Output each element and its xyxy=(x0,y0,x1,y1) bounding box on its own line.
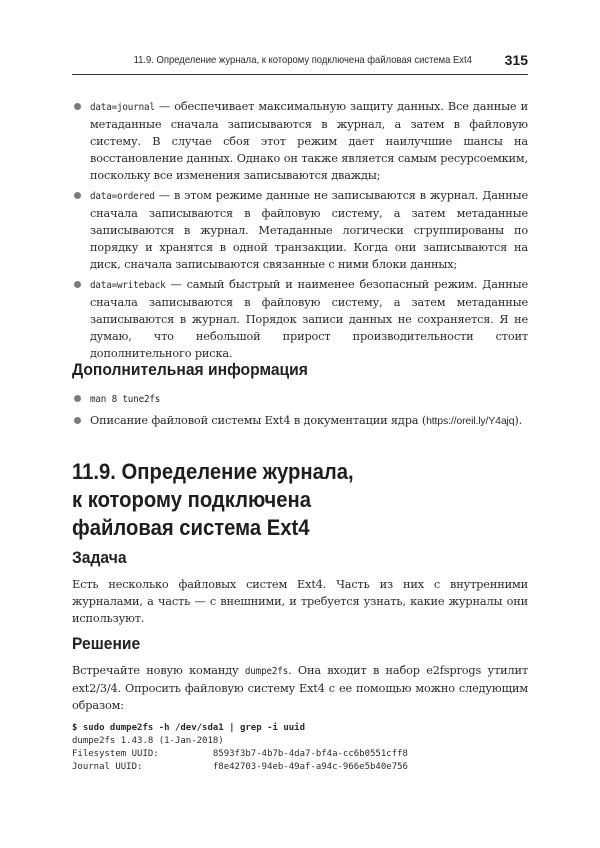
doc-tail: ). xyxy=(514,414,523,427)
solution-heading: Решение xyxy=(72,634,141,653)
doc-text: Описание файловой системы Ext4 в документации ядра ( xyxy=(90,414,427,427)
section-title xyxy=(72,458,354,542)
mode-description: — обеспечивает максимальную защиту данных. Все данные и метаданные сначала записываются в журнал, а затем в файловую систему. В случае сбоя этот режим дает наилучшие шансы на восстановление данных. Однако он также является самым ресурсоемким, поскольку все изменения записываются дважды; xyxy=(90,100,528,182)
section-title-line: к которому подключена xyxy=(72,487,312,512)
journal-modes-list xyxy=(72,98,528,362)
list-item xyxy=(72,412,528,430)
mode-code: data=ordered xyxy=(90,191,155,202)
list-item xyxy=(72,390,528,408)
code-command: $ sudo dumpe2fs -h /dev/sda1 | grep -i uuid xyxy=(72,723,305,733)
doc-link[interactable]: https://oreil.ly/Y4ajq xyxy=(426,415,515,427)
section-title-line: 11.9. Определение журнала, xyxy=(72,459,354,484)
bullet-icon xyxy=(74,192,81,199)
mode-description: — в этом режиме данные не записываются в журнал. Данные сначала записываются в файловую систему, а затем метаданные записываются в журнал. Метаданные логически сгруппированы по порядку и хранятся в одной транзакции. Когда они записываются на диск, сначала записываются связанные с ними блоки данных; xyxy=(90,189,528,271)
task-heading: Задача xyxy=(72,548,127,567)
more-info-list xyxy=(72,390,528,430)
solution-text: Встречайте новую команду xyxy=(72,664,245,677)
bullet-icon xyxy=(74,103,81,110)
running-header xyxy=(72,52,528,75)
bullet-icon xyxy=(74,281,81,288)
mode-description: — самый быстрый и наименее безопасный режим. Данные сначала записываются в файловую систему, а затем метаданные записываются в журнал. Порядок записи данных не сохраняется. Я не думаю, что небольшой прирост производительности стоит дополнительного риска. xyxy=(90,278,528,360)
section-title-line: файловая система Ext4 xyxy=(72,515,310,540)
solution-text: . Она входит в набор e2fsprogs утилит ext2/3/4. Опросить файловую систему Ext4 с ее помощью можно следующим образом: xyxy=(72,664,528,712)
list-item xyxy=(72,187,528,273)
bullet-icon xyxy=(74,417,81,424)
code-line: Journal UUID: f8e42703-94eb-49af-a94c-966e5b40e756 xyxy=(72,762,408,772)
mode-code: data=journal xyxy=(90,102,155,113)
code-line: Filesystem UUID: 8593f3b7-4b7b-4da7-bf4a-cc6b0551cff8 xyxy=(72,749,408,759)
list-item xyxy=(72,98,528,184)
man-page-code: man 8 tune2fs xyxy=(90,394,161,405)
code-block xyxy=(72,722,532,774)
more-info-heading: Дополнительная информация xyxy=(72,360,308,379)
solution-code: dumpe2fs xyxy=(244,666,289,677)
code-line: dumpe2fs 1.43.8 (1-Jan-2018) xyxy=(72,736,224,746)
mode-code: data=writeback xyxy=(90,280,166,291)
running-title: 11.9. Определение журнала, к которому подключена файловая система Ext4 xyxy=(133,54,472,66)
list-item xyxy=(72,276,528,362)
solution-paragraph xyxy=(72,662,528,714)
page-number: 315 xyxy=(504,52,528,68)
task-paragraph: Есть несколько файловых систем Ext4. Часть из них с внутренними журналами, а часть — с внешними, и требуется узнать, какие журналы они используют. xyxy=(72,578,528,625)
bullet-icon xyxy=(74,395,81,402)
